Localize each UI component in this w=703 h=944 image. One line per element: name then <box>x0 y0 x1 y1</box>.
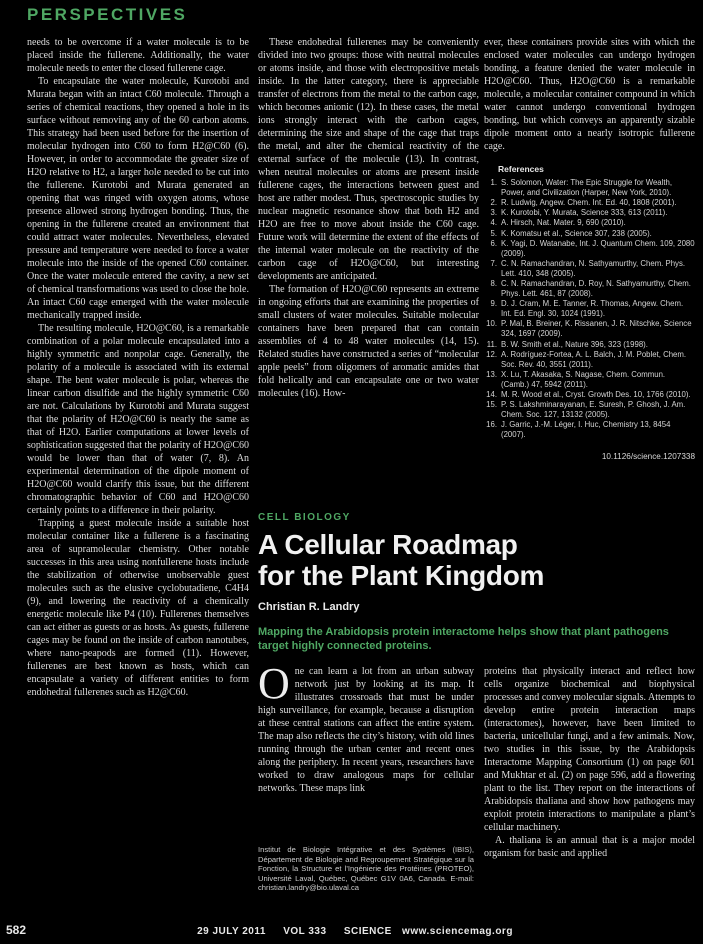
article2-title-line2: for the Plant Kingdom <box>258 560 545 591</box>
reference-item: 7. C. N. Ramachandran, N. Sathyamurthy, Chem. Phys. Lett. 410, 348 (2005). <box>490 259 686 278</box>
reference-item: 10. P. Mal, B. Breiner, K. Rissanen, J. R. Nitschke, Science 324, 1697 (2009). <box>486 319 692 339</box>
body-paragraph: The resulting molecule, H2O@C60, is a remarkable combination of a polar molecule encapsulated into a highly symmetric and nonpolar cage. Generally, the polarity of a molecule is associated with its external shape. The bent water molecule is polar, whereas the linear carbon disulfide and the highly symmetric C60 are not. Calculations by Kurotobi and Murata suggest that the polarity of H2O@C60 is nearly the same as that of H2O. Earlier computations at lower levels of sophistication suggested that the polarity of H2O@C60 would be lower than that of water (7, 8). An experimental determination of the dipole moment of H2O@C60 would clarify this issue, but the different chromatographic behavior of C60 and H2O@C60 certainly points to a difference in their polarity. <box>27 323 249 516</box>
body-paragraph: ever, these containers provide sites with which the enclosed water molecules can undergo hydrogen bonding, a feature denied the water molecule in H2O@C60. Thus, H2O@C60 is a remarkable molecule, a molecular container compound in which water cannot undergo conventional hydrogen bonding, but which conveys an apparently sizable dipole moment onto a nearly isotropic fullerene cage. <box>484 37 695 152</box>
reference-item: 13. X. Lu, T. Akasaka, S. Nagase, Chem. Commun. (Camb.) 47, 5942 (2011). <box>486 369 666 389</box>
reference-item: 14. M. R. Wood et al., Cryst. Growth Des. 10, 1766 (2010). <box>486 390 691 400</box>
reference-item: 12. A. Rodríguez-Fortea, A. L. Balch, J. M. Poblet, Chem. Soc. Rev. 40, 3551 (2011). <box>486 349 687 369</box>
footer-url-link[interactable]: www.sciencemag.org <box>402 926 513 937</box>
reference-item: 6. K. Yagi, D. Watanabe, Int. J. Quantum Chem. 109, 2080 (2009). <box>490 239 695 258</box>
reference-item: 2. R. Ludwig, Angew. Chem. Int. Ed. 40, 1808 (2001). <box>490 197 677 207</box>
footer-date: 29 JULY 2011 <box>197 926 266 937</box>
references-section <box>484 165 695 440</box>
affiliation-note: Institut de Biologie Intégrative et des Systèmes (IBIS), Département de Biologie and Regroupement Stratégique sur la Fonction, la Structure et l’Ingénierie des Protéines (PROTEO), Université Laval, Québec, Québec G1V 0A6, Canada. E-mail: christian.landry@bio.ulaval.ca <box>258 845 474 893</box>
body-paragraph: Trapping a guest molecule inside a suitable host molecular container like a fullerene is a fascinating area of supramolecular chemistry. Other notable successes in this area using nonfullerene hosts include the stabilization of otherwise unobservable guest molecules such as the elusive cyclobutadiene, C4H4 (9), and lowering the reactivity of a chemically energetic molecule like P4 (10). Fullerenes themselves can act either as guests or as hosts. As guests, fullerene cages may be found on the inside of carbon nanotubes, where nano-peapods are formed (11). However, fullerenes are best known as hosts, which can encapsulate a variety of different entities to form endohedral fullerenes such as H2@C60. <box>27 518 249 698</box>
section-masthead: PERSPECTIVES <box>27 5 188 24</box>
article1-left-column <box>27 36 249 699</box>
article2-body <box>258 659 698 893</box>
reference-item: 5. K. Komatsu et al., Science 307, 238 (2005). <box>490 228 652 238</box>
reference-item: 4. A. Hirsch, Nat. Mater. 9, 690 (2010). <box>490 218 626 228</box>
reference-item: 8. C. N. Ramachandran, D. Roy, N. Sathyamurthy, Chem. Phys. Lett. 461, 87 (2008). <box>490 279 691 299</box>
article2-section-kicker: CELL BIOLOGY <box>258 512 351 523</box>
article2-title-line1: A Cellular Roadmap <box>258 529 518 560</box>
reference-item: 11. B. W. Smith et al., Nature 396, 323 (1998). <box>486 339 648 349</box>
footer <box>0 926 703 937</box>
reference-item: 9. D. J. Cram, M. E. Tanner, R. Thomas, Angew. Chem. Int. Ed. Engl. 30, 1024 (1991). <box>490 299 684 319</box>
body-paragraph: A. thaliana is an annual that is a major model organism for basic and applied <box>484 835 695 859</box>
body-paragraph: To encapsulate the water molecule, Kurotobi and Murata began with an intact C60 molecule. Through a series of chemical reactions, they opened a hole in its surface without removing any of the 60 carbon atoms. This strategy had been used before for the insertion of molecular hydrogen into C60 to form H2@C60 (6). However, in order to accommodate the greater size of H2O relative to H2, a larger hole needed to be cut into the fullerene. Kurotobi and Murata generated an opening that was ringed with oxygen atoms, whose presence allowed strong hydrogen bonding. Thus, the opening in the fullerene created an environment that could attract water molecules. Nevertheless, elevated pressure and temperature were needed to force a water molecule into the inside of the opened C60 container. Once the water molecule entered the cavity, a new set of chemical transformations was used to close the hole. An intact C60 cage emerged with the water molecule mechanically trapped inside. <box>27 76 249 321</box>
article1-middle-column <box>258 36 479 400</box>
article2-body-column1 <box>258 659 474 893</box>
article2-author-byline: Christian R. Landry <box>258 601 360 613</box>
reference-item: 15. P. S. Lakshminarayanan, E. Suresh, P. Ghosh, J. Am. Chem. Soc. 127, 13132 (2005). <box>486 400 686 420</box>
drop-cap: O <box>258 659 290 708</box>
article2 <box>258 512 698 893</box>
reference-item: 1. S. Solomon, Water: The Epic Struggle for Wealth, Power, and Civilization (Harper, New York, 2010). <box>490 177 673 197</box>
body-paragraph: These endohedral fullerenes may be conveniently divided into two groups: those with neutral molecules or atoms inside, and those with electropositive metals inside. In the latter category, there is appreciable transfer of electrons from the metal to the carbon cage, which becomes anionic (12). In these cases, the metal ions strongly interact with the carbon cages, determining the size and shape of the cage that traps the metal, and alter the chemical reactivity of the external surface of the molecule (13). In contrast, when neutral molecules or atoms are present inside fullerene cages, the interactions between guest and host are rather modest. Thus, spectroscopic studies by nuclear magnetic resonance show that both H2 and H2O are free to move about inside the C60 cage. Future work will determine the extent of the effects of the internal water molecule on the reactivity of the carbon cage of H2O@C60, but interesting developments are anticipated. <box>258 37 479 282</box>
article2-title <box>258 529 698 591</box>
footer-volume: VOL 333 <box>283 926 327 937</box>
reference-item: 3. K. Kurotobi, Y. Murata, Science 333, 613 (2011). <box>490 208 668 218</box>
body-paragraph: The formation of H2O@C60 represents an extreme in ongoing efforts that are examining the properties of small clusters of water molecules. Suitable molecular containers have been prepared that can contain assemblies of 4 to 48 water molecules (14, 15). Related studies have constructed a series of “molecular apple peels” from oligomers of aromatic amides that fold helically and can encapsulate one or two water molecules (16). How- <box>258 284 479 399</box>
body-paragraph: proteins that physically interact and reflect how cells organize biochemical and biophysical processes and convey molecular signals. Attempts to develop entire protein interaction maps (interactomes), however, have been limited to bacteria, unicellular fungi, and a few animals. Now, two studies in this issue, by the Arabidopsis Interactome Mapping Consortium (1) on page 601 and Mukhtar et al. (2) on page 596, add a flowering plant to the list. They report on the interactions of Arabidopsis thaliana and show how pathogens may exploit protein interactions to manipulate a plant’s cellular machinery. <box>484 666 695 833</box>
article2-standfirst: Mapping the Arabidopsis protein interactome helps show that plant pathogens target highly connected proteins. <box>258 626 669 652</box>
footer-journal: SCIENCE <box>343 926 392 937</box>
body-paragraph: One can learn a lot from an urban subway network just by looking at its map. It illustrates crossroads that must be under high surveillance, for example, because a disruption at these central stations can affect the entire system. The map also reflects the city’s history, with old lines running through the urban center and recent ones along the periphery. In recent years, researchers have worked to draw analogous maps for cellular networks. These maps link <box>258 659 474 794</box>
references-title: References <box>498 164 544 174</box>
doi-line: 10.1126/science.1207338 <box>601 452 695 462</box>
article1-right-column <box>484 36 695 461</box>
email-link[interactable]: christian.landry@bio.ulaval.ca <box>258 883 359 893</box>
body-paragraph: needs to be overcome if a water molecule is to be placed inside the fullerene. Additionally, the water molecule needs to enter the closed fullerene cage. <box>27 37 249 74</box>
page-number: 582 <box>6 923 27 937</box>
reference-item: 16. J. Garric, J.-M. Léger, I. Huc, Chemistry 13, 8454 (2007). <box>486 420 671 440</box>
article2-body-column2 <box>484 665 695 893</box>
